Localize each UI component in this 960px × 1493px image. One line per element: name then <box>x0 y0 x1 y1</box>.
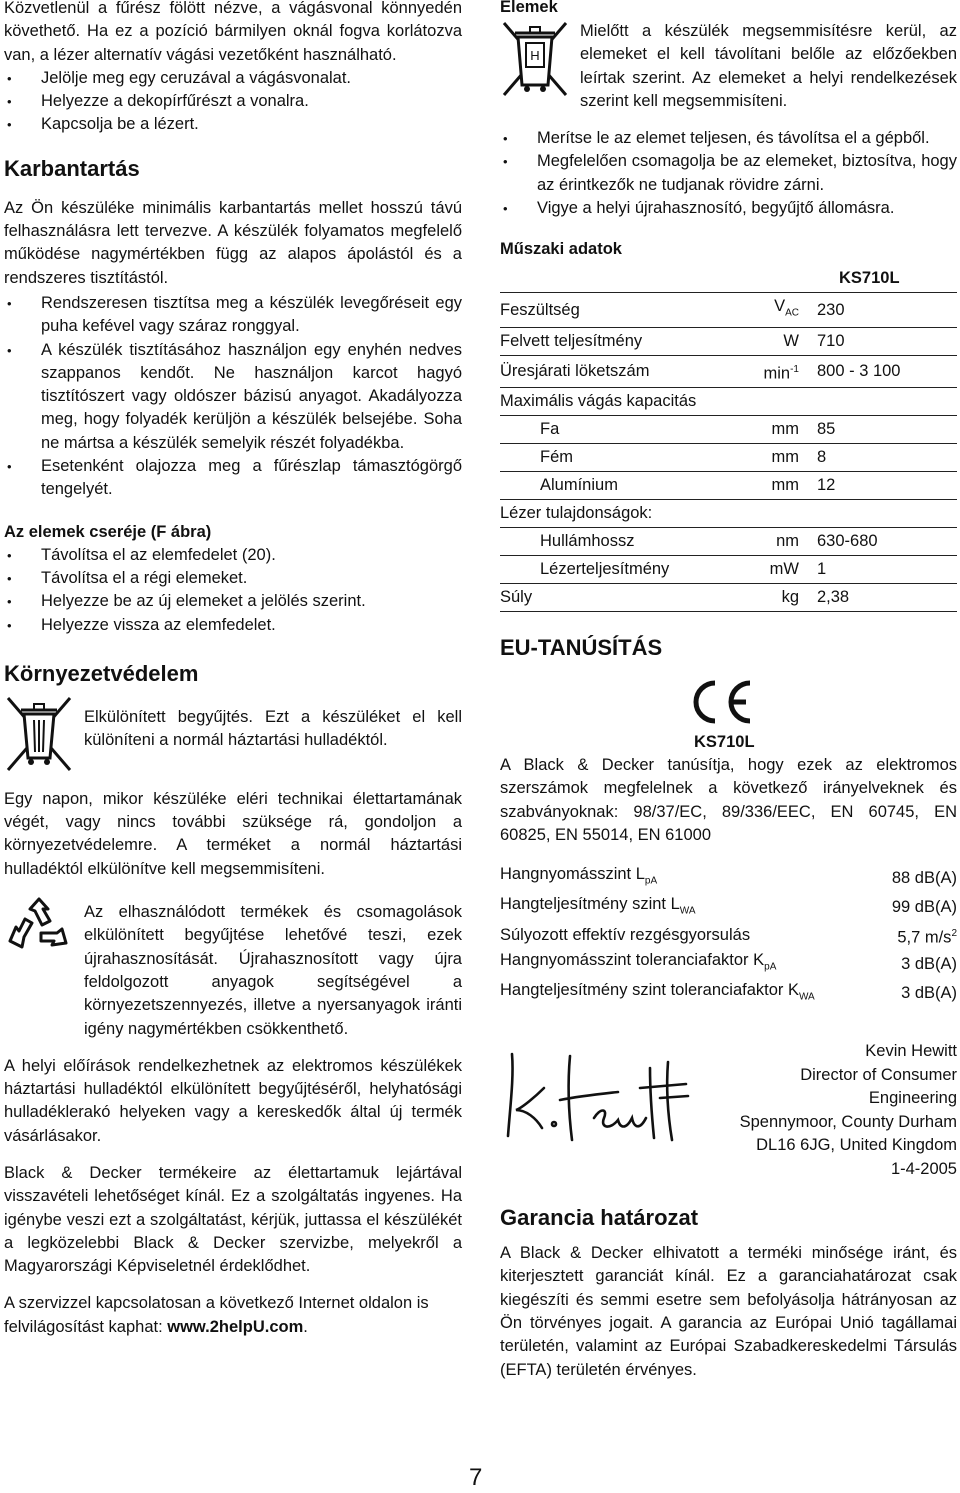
spec-unit: mW <box>749 556 817 584</box>
ce-mark <box>684 680 754 724</box>
eu-declaration-heading: EU-TANÚSÍTÁS <box>500 635 663 661</box>
table-row <box>500 500 957 528</box>
service-link[interactable]: www.2helpU.com <box>167 1317 304 1336</box>
noise-value: 3 dB(A) <box>901 954 957 973</box>
crossed-battery-bin-icon <box>500 19 570 99</box>
laser-intro-text: Közvetlenül a fűrész fölött nézve, a vágásvonal könnyedén követhető. Ha ez a pozíció bármilyen oknál fogva korlátozva van, a lézer alternatív vágási vezetőként használható. <box>4 0 462 64</box>
spec-value: 630-680 <box>817 528 957 556</box>
list-item: • Rendszeresen tisztítsa meg a készülék levegőréseit egy puha kefével vagy száraz ronggyal. <box>4 292 462 339</box>
table-row <box>500 416 957 444</box>
spec-value <box>817 500 957 528</box>
table-row <box>500 444 957 472</box>
spec-value: 8 <box>817 444 957 472</box>
table-row <box>500 584 957 612</box>
list-item: • Távolítsa el az elemfedelet (20). <box>4 544 462 567</box>
list-item: • Kapcsolja be a lézert. <box>4 113 462 136</box>
spec-label: Alumínium <box>500 472 749 500</box>
model-header: KS710L <box>817 265 957 293</box>
spec-value: 1 <box>817 556 957 584</box>
noise-data-table <box>500 863 957 1008</box>
list-item: • A készülék tisztításához használjon egy enyhén nedves szappanos kendőt. Ne használjon karcot hagyó tisztítószert vagy oldószer bázisú anyagot. Akadályozza meg, hogy folyadék kerüljön a készülék belsejébe. Soha ne mártsa a készülék semelyik részét folyadékba. <box>4 339 462 455</box>
table-row <box>500 265 957 293</box>
spec-unit <box>749 388 817 416</box>
spec-value: 230 <box>817 293 957 327</box>
noise-value: 99 dB(A) <box>891 897 957 916</box>
spec-label: Maximális vágás kapacitás <box>500 388 749 416</box>
spec-label: Súly <box>500 584 749 612</box>
spec-label: Fa <box>500 416 749 444</box>
list-item: • Helyezze vissza az elemfedelet. <box>4 614 462 637</box>
battery-replace-heading: Az elemek cseréje (F ábra) <box>4 522 212 541</box>
ce-mark-icon <box>684 680 754 724</box>
maintenance-text: Az Ön készüléke minimális karbantartás mellet hosszú távú felhasználásra lett tervezve. A készülék folyamatos megfelelő működése nagymértékben függ az alapos ápolástól és a rendszeres tisztítástól. <box>4 198 462 287</box>
tech-data-heading: Műszaki adatok <box>500 240 622 259</box>
table-row <box>500 556 957 584</box>
table-row <box>500 528 957 556</box>
signatory-title: Engineering <box>868 1089 957 1108</box>
signatory-address: DL16 6JG, United Kingdom <box>756 1136 957 1155</box>
spec-value <box>817 388 957 416</box>
right-column <box>500 0 957 1382</box>
battery-disposal-block <box>500 19 957 113</box>
environment-text-3: Black & Decker termékeire az élettartamuk lejártával visszavételi lehetőséget kínál. Ez a szolgáltatás ingyenes. Ha igénybe veszi ezt a szolgáltatást, kérjük, juttassa el készülékét a legközelebbi Black & Decker szervizbe, melyekről a Magyarországi Képviseletnél érdeklődhet. <box>4 1163 462 1276</box>
list-item: • Távolítsa el a régi elemeket. <box>4 567 462 590</box>
table-row <box>500 388 957 416</box>
battery-disposal-text: Mielőtt a készülék megsemmisítésre kerül, az elemeket el kell távolítani belőle az előzőekben leírtak szerint. Az elemeket a helyi rendelkezések szerint kell megsemmisíteni. <box>580 22 957 110</box>
crossed-bin-icon <box>4 696 74 772</box>
page-number: 7 <box>469 1464 483 1491</box>
environment-text-2: A helyi előírások rendelkezhetnek az elektromos készülékek háztartási hulladéktól elkülönített begyűjtéséről, helyhatósági hulladéklerakó helyeken vagy a kereskedők által új termék vásárlásakor. <box>4 1056 462 1145</box>
table-row <box>500 979 957 1008</box>
spec-unit: mm <box>749 416 817 444</box>
table-row <box>500 922 957 950</box>
noise-value: 3 dB(A) <box>901 983 957 1002</box>
recycling-block <box>4 895 462 1041</box>
noise-value: 88 dB(A) <box>891 868 957 887</box>
battery-disposal-list <box>500 127 957 220</box>
spec-unit: W <box>749 327 817 355</box>
table-row <box>500 893 957 922</box>
table-row <box>500 863 957 892</box>
eu-model: KS710L <box>694 733 755 752</box>
spec-label: Felvett teljesítmény <box>500 327 749 355</box>
spec-unit <box>749 500 817 528</box>
spec-unit: kg <box>749 584 817 612</box>
signatory-name: Kevin Hewitt <box>865 1042 957 1061</box>
maintenance-list <box>4 292 462 502</box>
left-column <box>4 0 462 1339</box>
recycling-text: Az elhasználódott termékek és csomagolások elkülönített begyűjtése lehetővé teszi, ezek újrahasznosítását. Újrahasznosított vagy újra feldolgozott anyagok segítségével a környezetszennyezés, illetve a nyersanyagok iránti igény nagymértékben csökkenthető. <box>84 903 462 1038</box>
separate-collection-block <box>4 696 462 772</box>
noise-label: Súlyozott effektív rezgésgyorsulás <box>500 926 751 945</box>
noise-value: 5,7 $m/s^2$ <box>897 927 957 947</box>
signatory-date: 1-4-2005 <box>890 1159 957 1178</box>
table-row <box>500 949 957 978</box>
spec-unit: $\min^{-1}$ <box>749 355 817 388</box>
recycle-icon <box>4 895 74 965</box>
list-item: • Megfelelően csomagolja be az elemeket, biztosítva, hogy az érintkezők ne tudjanak rövidre zárni. <box>500 150 957 197</box>
list-item: • Helyezze a dekopírfűrészt a vonalra. <box>4 90 462 113</box>
tech-data-table <box>500 265 957 612</box>
spec-value: 800 - 3 100 <box>817 355 957 388</box>
environment-heading: Környezetvédelem <box>4 660 199 686</box>
list-item: • Jelölje meg egy ceruzával a vágásvonalat. <box>4 67 462 90</box>
maintenance-heading: Karbantartás <box>4 155 140 181</box>
spec-unit: mm <box>749 444 817 472</box>
svg-text:H: H <box>530 48 540 63</box>
spec-value: 12 <box>817 472 957 500</box>
table-row <box>500 293 957 327</box>
warranty-text: A Black & Decker elhivatott a terméki minősége iránt, és kiterjesztett garanciát kínál. Ez a garanciahatározat csak kiegészíti és semmi esetre sem befolyásolja hátrányosan az Ön törvényes jogait. A garancia az Európai Unió tagállamai területén, valamint az Európai Szabadkereskedelmi Társulás (EFTA) területén érvényes. <box>500 1244 957 1379</box>
list-item: • Vigye a helyi újrahasznosító, begyűjtő állomásra. <box>500 197 957 220</box>
spec-label: Feszültség <box>500 293 749 327</box>
spec-unit: mm <box>749 472 817 500</box>
spec-value: 2,38 <box>817 584 957 612</box>
separate-collection-text: Elkülönített begyűjtés. Ezt a készüléket el kell különíteni a normál háztartási hulladéktól. <box>84 707 462 750</box>
spec-value: 710 <box>817 327 957 355</box>
spec-unit: $V_{AC}$ <box>749 293 817 327</box>
batteries-heading: Elemek <box>500 0 558 16</box>
table-row <box>500 472 957 500</box>
eu-declaration-text: A Black & Decker tanúsítja, hogy ezek az elektromos szerszámok megfelelnek a következő irányelveknek és szabványoknak: 98/37/EC, 89/336/EEC, EN 60745, EN 60825, EN 55014, EN 61000 <box>500 756 957 845</box>
signature-block <box>500 1040 957 1176</box>
list-item: • Merítse le az elemet teljesen, és távolítsa el a gépből. <box>500 127 957 150</box>
signature-image <box>500 1048 690 1143</box>
list-item: • Esetenként olajozza meg a fűrészlap támasztógörgő tengelyét. <box>4 455 462 502</box>
service-info-text: A szervizzel kapcsolatosan a következő Internet oldalon is felvilágosítást kaphat: www.2helpU.com. <box>4 1294 429 1336</box>
spec-label: Lézerteljesítmény <box>500 556 749 584</box>
laser-steps-list <box>4 67 462 137</box>
noise-label: Hangnyomásszint $L_{pA}$ <box>500 865 658 887</box>
table-row <box>500 327 957 355</box>
noise-label: Hangteljesítmény szint toleranciafaktor $K_{WA}$ <box>500 980 815 1003</box>
spec-label: Lézer tulajdonságok: <box>500 500 749 528</box>
spec-unit: nm <box>749 528 817 556</box>
environment-text-1: Egy napon, mikor készüléke eléri technikai élettartamának végét, vagy nincs további szüksége rá, gondoljon a környezetvédelemre. A terméket a normál háztartási hulladéktól elkülönítve kell megsemmisíteni. <box>4 789 462 878</box>
table-row <box>500 355 957 388</box>
spec-label: Hullámhossz <box>500 528 749 556</box>
noise-label: Hangnyomásszint toleranciafaktor $K_{pA}$ <box>500 951 777 973</box>
noise-label: Hangteljesítmény szint $L_{WA}$ <box>500 894 696 916</box>
spec-label: Üresjárati löketszám <box>500 355 749 388</box>
spec-value: 85 <box>817 416 957 444</box>
signatory-address: Spennymoor, County Durham <box>739 1112 957 1131</box>
warranty-heading: Garancia határozat <box>500 1205 699 1231</box>
signatory-title: Director of Consumer <box>800 1065 957 1084</box>
spec-label: Fém <box>500 444 749 472</box>
list-item: • Helyezze be az új elemeket a jelölés szerint. <box>4 590 462 613</box>
battery-replace-list <box>4 544 462 637</box>
